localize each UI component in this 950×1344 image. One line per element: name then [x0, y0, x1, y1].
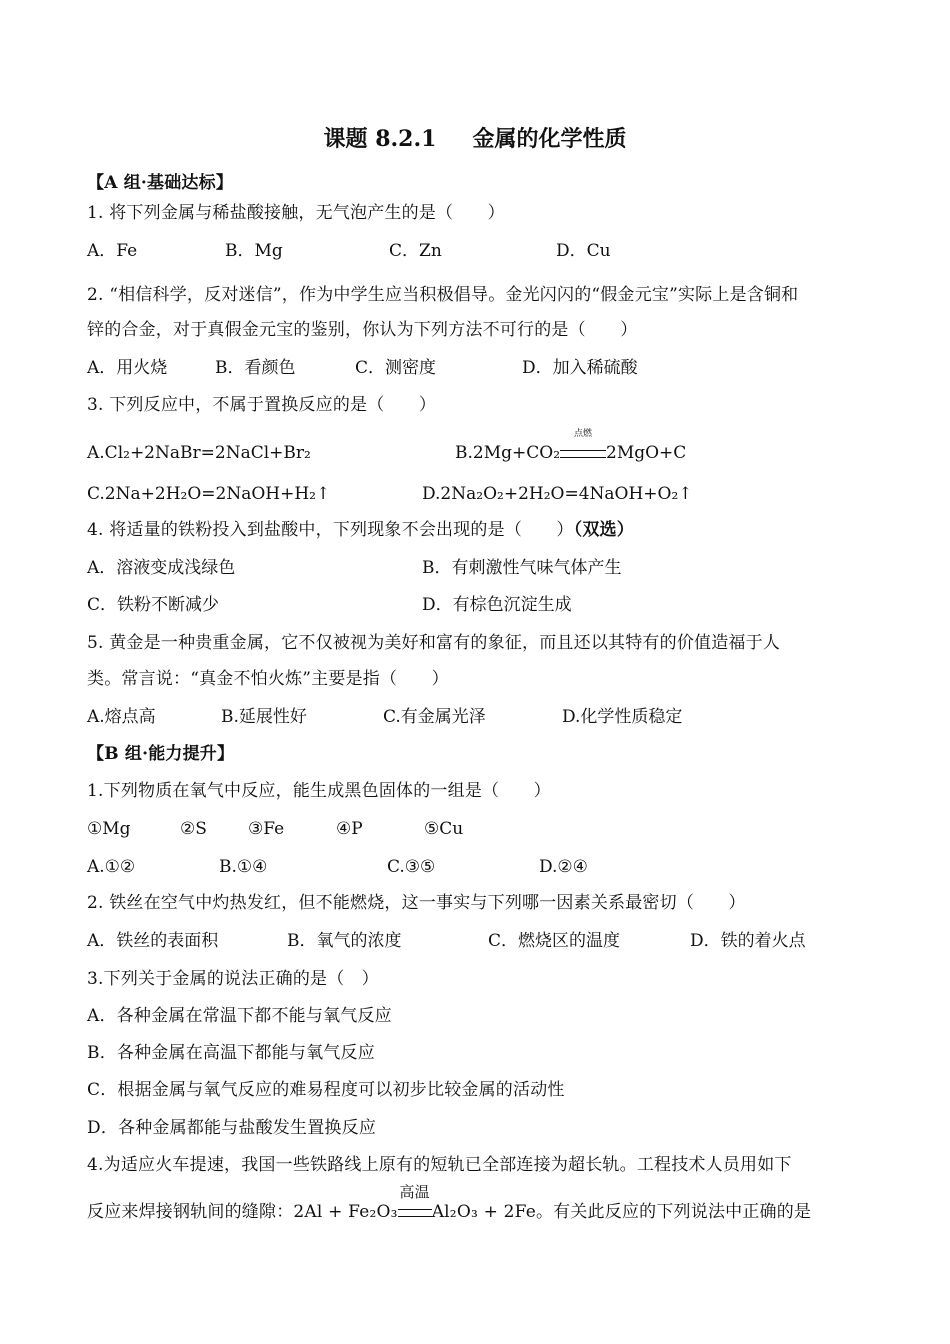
a4-option-a: A．溶液变成浅绿色 — [87, 558, 236, 578]
b3-option-b: B．各种金属在高温下都能与氧气反应 — [87, 1043, 375, 1063]
a5-option-b: B.延展性好 — [221, 707, 307, 727]
question-a4 — [87, 518, 634, 542]
b3-option-c: C．根据金属与氧气反应的难易程度可以初步比较金属的活动性 — [87, 1080, 565, 1100]
question-b2: 2. 铁丝在空气中灼热发红，但不能燃烧，这一事实与下列哪一因素关系最密切（ ） — [87, 893, 746, 913]
b1-item-1: ①Mg — [87, 819, 131, 839]
a3-option-d: D.2Na₂O₂+2H₂O=4NaOH+O₂↑ — [422, 484, 693, 504]
b3-option-d: D．各种金属都能与盐酸发生置换反应 — [87, 1118, 377, 1138]
condition-label: 点燃 — [574, 429, 593, 439]
a3-option-b — [455, 429, 687, 465]
reaction-condition-ignite — [560, 429, 606, 465]
b1-item-3: ③Fe — [248, 819, 285, 839]
question-a5-line2: 类。常言说：“真金不怕火炼”主要是指（ ） — [87, 669, 449, 689]
section-a-heading: 【A 组·基础达标】 — [87, 173, 234, 193]
b2-option-c: C．燃烧区的温度 — [488, 931, 621, 951]
b1-item-5: ⑤Cu — [424, 819, 464, 839]
b1-item-4: ④P — [336, 819, 363, 839]
section-b-heading: 【B 组·能力提升】 — [87, 744, 235, 764]
b4-equation-right: Al₂O₃ + 2Fe。有关此反应的下列说法中正确的是 — [431, 1202, 812, 1222]
double-line-arrow — [398, 1209, 432, 1217]
question-a3: 3. 下列反应中，不属于置换反应的是（ ） — [87, 395, 437, 415]
a3-option-c: C.2Na+2H₂O=2NaOH+H₂↑ — [87, 484, 331, 504]
b3-option-a: A．各种金属在常温下都不能与氧气反应 — [87, 1006, 392, 1026]
b4-equation-left: 反应来焊接钢轨间的缝隙：2Al + Fe₂O₃ — [87, 1202, 398, 1222]
a3-option-b-left: B.2Mg+CO₂ — [455, 443, 561, 463]
condition-label: 高温 — [399, 1183, 430, 1201]
a2-option-a: A．用火烧 — [87, 358, 168, 378]
a4-option-c: C．铁粉不断减少 — [87, 595, 220, 615]
a1-option-b: B．Mg — [225, 241, 283, 261]
question-b4-line2 — [87, 1183, 812, 1224]
a4-option-d: D．有棕色沉淀生成 — [422, 595, 572, 615]
question-a5-line1: 5. 黄金是一种贵重金属，它不仅被视为美好和富有的象征，而且还以其特有的价值造福于人 — [87, 633, 781, 653]
b2-option-b: B．氧气的浓度 — [287, 931, 402, 951]
b1-item-2: ②S — [180, 819, 207, 839]
a5-option-d: D.化学性质稳定 — [562, 707, 683, 727]
b1-option-a: A.①② — [87, 857, 136, 877]
a1-option-a: A．Fe — [87, 241, 138, 261]
question-b3: 3.下列关于金属的说法正确的是（ ） — [87, 969, 379, 989]
b2-option-d: D．铁的着火点 — [690, 931, 806, 951]
b1-option-d: D.②④ — [539, 857, 588, 877]
a4-option-b: B．有刺激性气味气体产生 — [422, 558, 622, 578]
question-a1: 1. 将下列金属与稀盐酸接触，无气泡产生的是（ ） — [87, 203, 505, 223]
question-a2-line1: 2. “相信科学，反对迷信”，作为中学生应当积极倡导。金光闪闪的“假金元宝”实际上是含铜和 — [87, 285, 799, 305]
question-b1: 1.下列物质在氧气中反应，能生成黑色固体的一组是（ ） — [87, 781, 551, 801]
a3-option-a: A.Cl₂+2NaBr=2NaCl+Br₂ — [87, 443, 311, 463]
title-prefix: 课题 8.2.1 — [323, 126, 437, 152]
question-b4-line1: 4.为适应火车提速，我国一些铁路线上原有的短轨已全部连接为超长轨。工程技术人员用如下 — [87, 1155, 792, 1175]
a2-option-d: D．加入稀硫酸 — [522, 358, 638, 378]
question-a4-text: 4. 将适量的铁粉投入到盐酸中，下列现象不会出现的是（ ） — [87, 520, 574, 540]
a5-option-a: A.熔点高 — [87, 707, 156, 727]
title-main: 金属的化学性质 — [472, 126, 627, 152]
page-title — [0, 124, 950, 154]
reaction-condition-high-temp — [398, 1183, 432, 1224]
a5-option-c: C.有金属光泽 — [383, 707, 486, 727]
a1-option-c: C．Zn — [389, 241, 442, 261]
a3-option-b-right: 2MgO+C — [606, 443, 687, 463]
a2-option-b: B．看颜色 — [215, 358, 296, 378]
a2-option-c: C．测密度 — [355, 358, 437, 378]
question-a2-line2: 锌的合金，对于真假金元宝的鉴别，你认为下列方法不可行的是（ ） — [87, 320, 638, 340]
a1-option-d: D．Cu — [556, 241, 611, 261]
double-line-arrow — [560, 450, 606, 458]
b1-option-c: C.③⑤ — [387, 857, 436, 877]
b1-option-b: B.①④ — [219, 857, 268, 877]
question-a4-tag: （双选） — [573, 520, 634, 540]
b2-option-a: A．铁丝的表面积 — [87, 931, 219, 951]
